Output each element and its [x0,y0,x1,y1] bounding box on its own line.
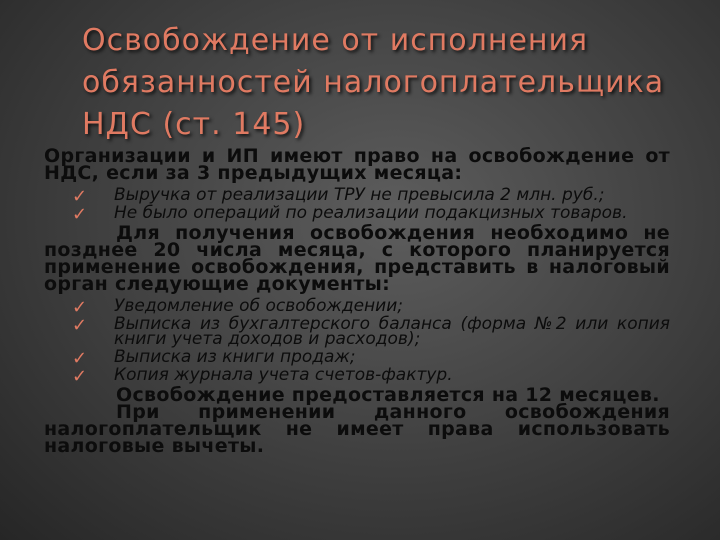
slide-body [44,145,670,457]
title-line-2: обязанностей налогоплательщика [82,65,665,100]
list-item [72,203,670,225]
checkmark-icon: ✓ [72,315,88,336]
list-item-text: Выручка от реализации ТРУ не превысила 2 млн. руб.; [114,185,605,205]
intro-paragraph: Организации и ИП имеют право на освобождение от НДС, если за 3 предыдущих месяца: [44,145,670,184]
list-item [72,314,670,349]
list-item-text: Копия журнала учета счетов-фактур. [114,365,453,385]
term-paragraph: Освобождение предоставляется на 12 месяцев. [116,384,660,406]
list-item-text: Выписка из бухгалтерского баланса (форма №2 или копия книги учета доходов и расходов); [114,314,670,349]
checkmark-icon: ✓ [72,204,88,225]
checkmark-icon: ✓ [72,186,88,207]
conditions-list [44,185,670,225]
list-item [72,296,670,318]
list-item-text: Не было операций по реализации подакцизных товаров. [114,203,628,223]
checkmark-icon: ✓ [72,348,88,369]
list-item-text: Выписка из книги продаж; [114,347,356,367]
documents-paragraph: Для получения освобождения необходимо не позднее 20 числа месяца, с которого планируется применение освобождения, представить в налоговый орган следующие документы: [44,222,670,295]
checkmark-icon: ✓ [72,366,88,387]
documents-list [44,296,670,387]
checkmark-icon: ✓ [72,297,88,318]
title-line-3: НДС (ст. 145) [82,107,306,142]
slide-title [82,20,702,146]
list-item [72,365,670,387]
list-item-text: Уведомление об освобождении; [114,296,403,316]
deductions-paragraph: При применении данного освобождения налогоплательщик не имеет права использовать налоговые вычеты. [44,401,670,457]
list-item [72,185,670,207]
list-item [72,347,670,369]
title-line-1: Освобождение от исполнения [82,23,589,58]
